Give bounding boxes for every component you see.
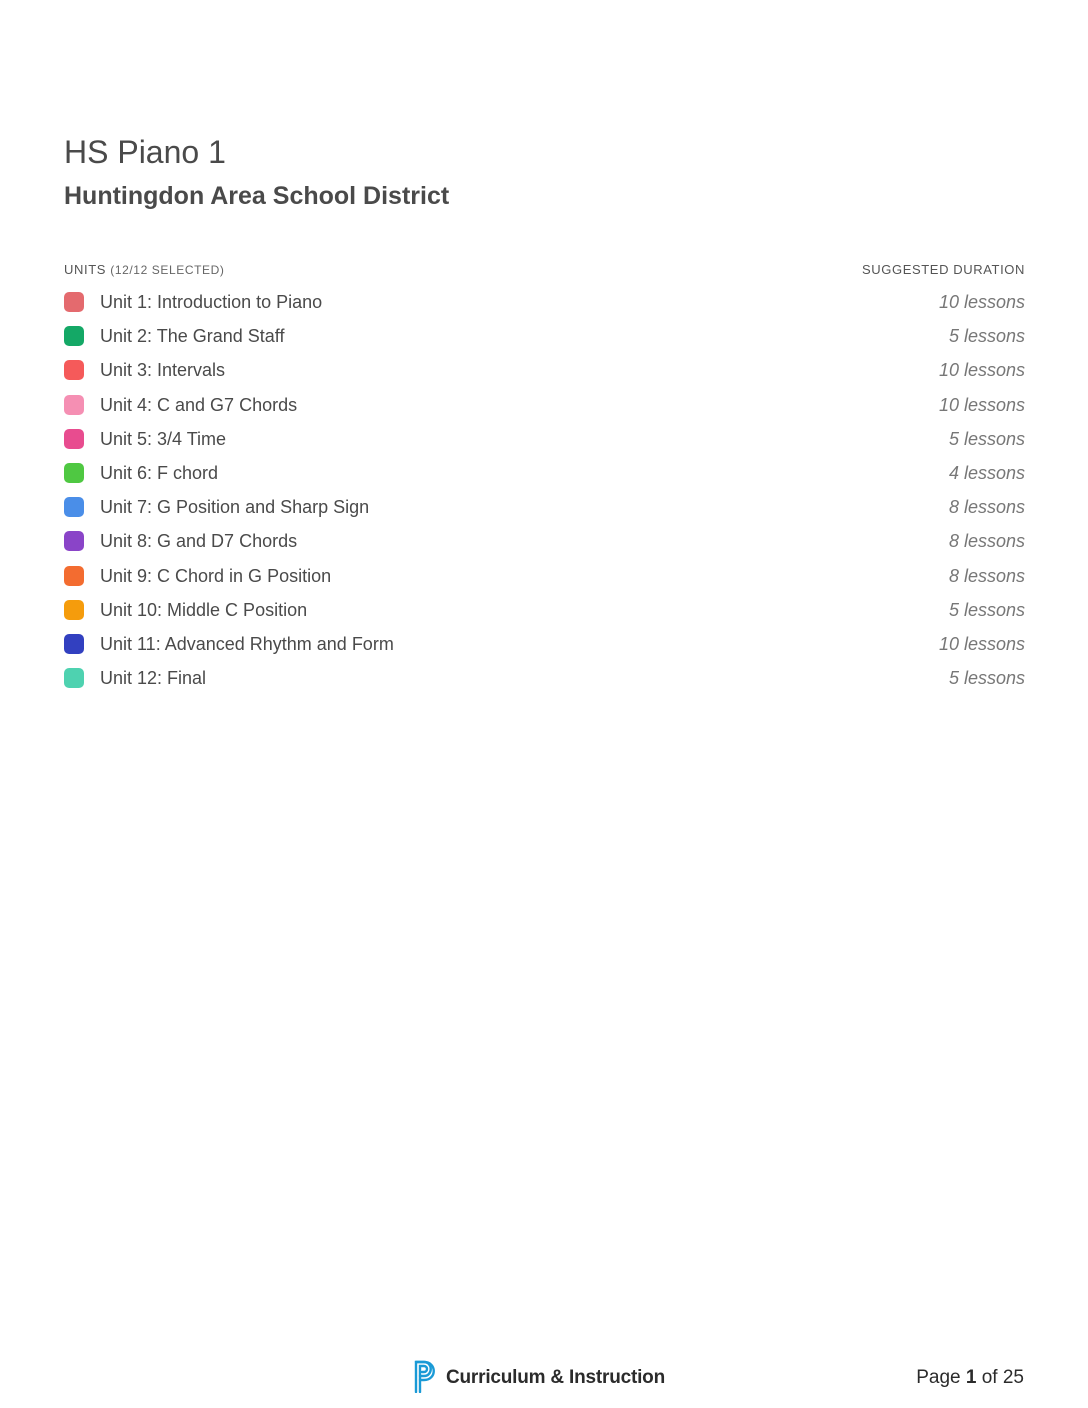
unit-duration: 8 lessons	[948, 531, 1025, 552]
unit-duration: 5 lessons	[948, 428, 1025, 449]
unit-row	[64, 662, 1025, 696]
planbook-logo-icon	[413, 1359, 439, 1393]
unit-row	[64, 457, 1025, 491]
district-name: Huntingdon Area School District	[64, 182, 450, 210]
unit-name: Unit 3: Intervals	[100, 360, 226, 381]
unit-row	[64, 423, 1025, 457]
unit-row	[64, 525, 1025, 559]
unit-color-swatch	[64, 668, 84, 688]
unit-row	[64, 628, 1025, 662]
unit-duration: 10 lessons	[938, 394, 1025, 415]
unit-name: Unit 11: Advanced Rhythm and Form	[100, 633, 394, 654]
unit-row	[64, 560, 1025, 594]
unit-row	[64, 320, 1025, 354]
unit-duration: 4 lessons	[948, 462, 1025, 483]
brand-name: Curriculum & Instruction	[446, 1367, 665, 1388]
unit-row	[64, 286, 1025, 320]
unit-name: Unit 8: G and D7 Chords	[100, 531, 298, 552]
unit-color-swatch	[64, 463, 84, 483]
unit-color-swatch	[64, 429, 84, 449]
unit-duration: 5 lessons	[948, 668, 1025, 689]
unit-name: Unit 9: C Chord in G Position	[100, 565, 332, 586]
unit-color-swatch	[64, 634, 84, 654]
unit-name: Unit 10: Middle C Position	[100, 599, 308, 620]
unit-row	[64, 389, 1025, 423]
unit-name: Unit 4: C and G7 Chords	[100, 394, 298, 415]
unit-color-swatch	[64, 497, 84, 517]
unit-duration: 5 lessons	[948, 326, 1025, 347]
unit-row	[64, 354, 1025, 388]
unit-list	[64, 286, 1025, 696]
unit-name: Unit 2: The Grand Staff	[100, 326, 285, 347]
unit-duration: 8 lessons	[948, 497, 1025, 518]
unit-color-swatch	[64, 600, 84, 620]
unit-name: Unit 7: G Position and Sharp Sign	[100, 497, 370, 518]
unit-duration: 10 lessons	[938, 292, 1025, 312]
unit-name: Unit 5: 3/4 Time	[100, 428, 227, 449]
page-number	[916, 1367, 1024, 1389]
unit-duration: 10 lessons	[938, 360, 1025, 381]
unit-duration: 5 lessons	[948, 599, 1025, 620]
unit-name: Unit 12: Final	[100, 668, 207, 689]
unit-color-swatch	[64, 292, 84, 312]
selected-count: (12/12 SELECTED)	[110, 263, 225, 277]
unit-name: Unit 1: Introduction to Piano	[100, 292, 323, 312]
duration-column-header: SUGGESTED DURATION	[862, 262, 1025, 277]
page-of: of	[981, 1367, 998, 1388]
units-column-header	[64, 262, 225, 277]
unit-color-swatch	[64, 360, 84, 380]
unit-duration: 10 lessons	[938, 633, 1025, 654]
unit-color-swatch	[64, 395, 84, 415]
unit-name: Unit 6: F chord	[100, 462, 219, 483]
page-footer	[0, 1356, 1088, 1396]
unit-row	[64, 594, 1025, 628]
units-label: UNITS	[64, 262, 106, 277]
unit-color-swatch	[64, 566, 84, 586]
page-prefix: Page	[916, 1367, 961, 1388]
page-current: 1	[965, 1367, 977, 1388]
units-table-header	[64, 262, 1025, 280]
unit-row	[64, 491, 1025, 525]
unit-color-swatch	[64, 531, 84, 551]
page-total: 25	[1002, 1367, 1024, 1388]
unit-duration: 8 lessons	[948, 565, 1025, 586]
unit-color-swatch	[64, 326, 84, 346]
course-title: HS Piano 1	[64, 134, 226, 170]
